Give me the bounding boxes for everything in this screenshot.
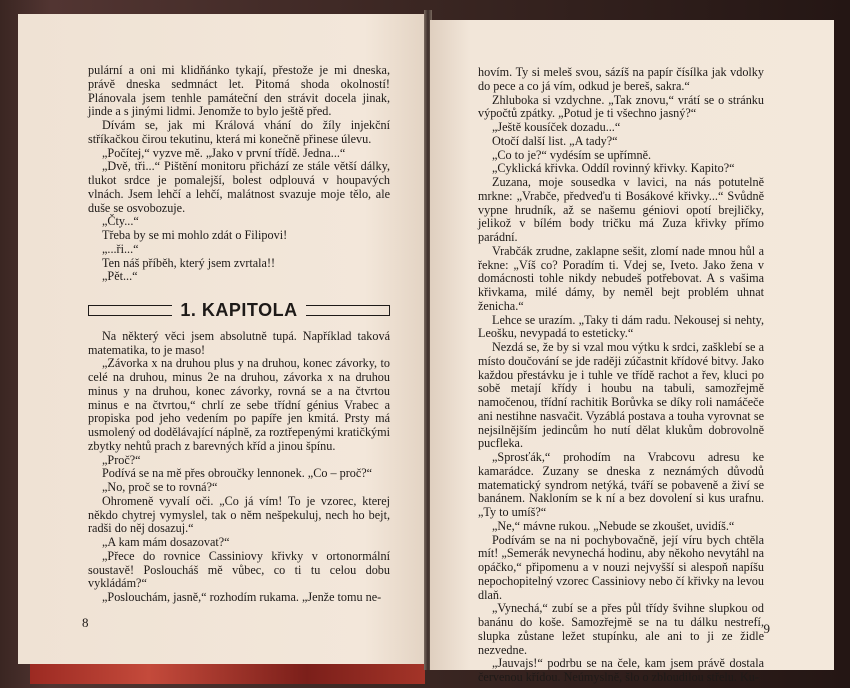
paragraph: „Proč?“: [102, 452, 141, 467]
paragraph: Podívá se na mě přes obroučky lennonek. „Co – proč?“: [102, 466, 373, 481]
paragraph: Ten náš příběh, který jsem zvrtala!!: [102, 255, 276, 270]
paragraph: Zhluboka si vzdychne. „Tak znovu,“ vrátí se o stránku výpočtů zpátky. „Potud je ti všechno jasný?“: [478, 92, 764, 121]
paragraph: Třeba by se mi mohlo zdát o Filipovi!: [102, 228, 288, 242]
paragraph: Otočí další list. „A tady?“: [492, 133, 618, 148]
paragraph: „Ne,“ mávne rukou. „Nebude se zkoušet, uvidíš.“: [492, 518, 735, 533]
paragraph: „Dvě, tři...“ Pištění monitoru přichází ze stále větší dálky, tlukot srdce je pomalejší, bolest odplouvá v houpavých vlnách. Jsem lehčí a lehčí, malátnost svazuje moje tělo, ale duše se osvobozuje.: [88, 159, 390, 215]
left-page: [18, 14, 426, 664]
chapter-rule-right: [306, 305, 390, 316]
paragraph: „No, proč se to rovná?“: [102, 480, 218, 494]
chapter-rule-left: [88, 305, 172, 316]
paragraph: Vrabčák zrudne, zaklapne sešit, zlomí nade mnou hůl a řekne: „Víš co? Poradím ti. Vdej se, Iveto. Jako žena v domácnosti tohle nikdy nebudeš potřebovat. A s vašima křivkama, milé dámy, by neměl bejt problém uhnat ženicha.“: [478, 243, 764, 313]
chapter-heading: [88, 300, 390, 320]
chapter-title: 1. KAPITOLA: [180, 300, 298, 320]
paragraph: Nezdá se, že by si vzal mou výtku k srdci, zašklebí se a místo doučování se jde raději zúčastnit křídové bitvy. Jako každou přestávku je i tuhle ve třídě rachot a řev, kluci po sobě metají křídy i houbu na tabuli, samozřejmě namočenou, třídní rachitik Borůvka se díky roli namáčeče ani nestihne nasvačit. Vyzáblá postava a touha vyrovnat se nejsilnějším jedincům ho nutí dělat klukům dobrovolně pucfleka.: [478, 340, 764, 451]
paragraph: „Cyklická křivka. Oddíl rovinný křivky. Kapito?“: [492, 161, 735, 176]
paragraph: „Jauvajs!“ podrbu se na čele, kam jsem právě dostala červenou křídou. Neúmyslně, šlo o zbloudilou střelu. Ku-: [478, 656, 764, 684]
paragraph: „A kam mám dosazovat?“: [102, 535, 230, 549]
right-page: [430, 20, 834, 684]
paragraph: „...ři...“: [102, 241, 139, 256]
paragraph: Dívám se, jak mi Králová vhání do žíly injekční stříkačkou čirou tekutinu, která mi konečně přinese úlevu.: [88, 118, 390, 146]
paragraph: „Vynechá,“ zubí se a přes půl třídy švihne slupkou od banánu do koše. Samozřejmě se na tu dálku nestrefí, slupka zůstane ležet stupínku, ale ani to ji ze židle nezvedne.: [478, 601, 764, 657]
paragraph: „Sprosťák,“ prohodím na Vrabcovu adresu ke kamarádce. Zuzany se dneska z neznámých důvodů matematický syndrom netýká, tváří se pobaveně a živí se banánem. Nakloním se k ní a bez dovolení si kus urafnu. „Ty to umíš?“: [478, 450, 764, 519]
page-number-right: 9: [763, 621, 770, 637]
paragraph: Lehce se urazím. „Taky ti dám radu. Nekousej si nehty, Leošku, nevypadá to esteticky.“: [478, 312, 764, 341]
paragraph: Na některý věci jsem absolutně tupá. Například taková matematika, to je maso!: [88, 328, 390, 357]
paragraph: „Přece do rovnice Cassiniovy křivky v ortonormální soustavě! Posloucháš mě vůbec, co ti tu celou dobu vykládám?“: [88, 548, 390, 591]
paragraph: „Pět...“: [102, 269, 138, 284]
page-number-left: 8: [82, 615, 89, 631]
cover-red-strip: [30, 664, 425, 684]
paragraph: pulární a oni mi klidňánko tykají, přestože je mi dneska, právě dneska sedmnáct let. Pitomá shoda okolností! Plánovala jsem tenhle památeční den strávit docela jinak, jinde a s jinými lidmi. Jenomže to bylo ještě před.: [88, 63, 390, 119]
paragraph: „Co to je?“ vydésím se upřímně.: [492, 147, 652, 162]
paragraph: „Poslouchám, jasně,“ rozhodím rukama. „Jenže tomu ne-: [102, 590, 382, 604]
paragraph: hovím. Ty si meleš svou, sázíš na papír čísílka jak vdolky do pece a co já vím, odkud je bereš, sakra.“: [478, 65, 764, 93]
paragraph: Zuzana, moje sousedka v lavici, na nás potutelně mrkne: „Vrabče, předveďu ti Bosákové křivky...“ Svůdně vypne hrudník, až se našemu géniovi opotí brejličky, jelikož v bílém body tričku má Zuza křivky přímo parádní.: [478, 175, 764, 244]
left-page-text-bottom: [88, 330, 390, 605]
paragraph: „Počítej,“ vyzve mě. „Jako v první třídě. Jedna...“: [102, 145, 346, 160]
paragraph: Ohromeně vyvalí oči. „Co já vím! To je vzorec, kterej někdo chytrej vymyslel, tak o něm nešpekuluj, nech ho bejt, radši do něj dosazuj.“: [88, 493, 390, 536]
left-page-text-top: [88, 64, 390, 284]
paragraph: „Závorka x na druhou plus y na druhou, konec závorky, to celé na druhou, minus 2e na druhou, závorka x na druhou minus y na druhou, konec závorky, rovná se a na čtvrtou minus e na čtvrtou,“ chrlí ze sebe třídní génius Vrabec a propiska pod jeho vedením po papíře jen kmitá. Prsty má usmolený od dodělávající náplně, za roztřepenými kratičkými zbytky nehtů prach z barevných kříd a jinou špínu.: [88, 356, 390, 453]
paragraph: „Čty...“: [102, 214, 139, 229]
paragraph: Podívám se na ni pochybovačně, její víru bych chtěla mít! „Semerák nevynechá hodinu, aby někoho nevytáhl na opáčko,“ připomenu a v nouzi nejvyšší si alespoň napíšu nepochopitelný vzorec Cassiniovy nebo čí křivky na levou dlaň.: [478, 532, 764, 602]
paragraph: „Ještě kousíček dozadu...“: [492, 120, 621, 134]
right-page-text: [478, 66, 764, 685]
